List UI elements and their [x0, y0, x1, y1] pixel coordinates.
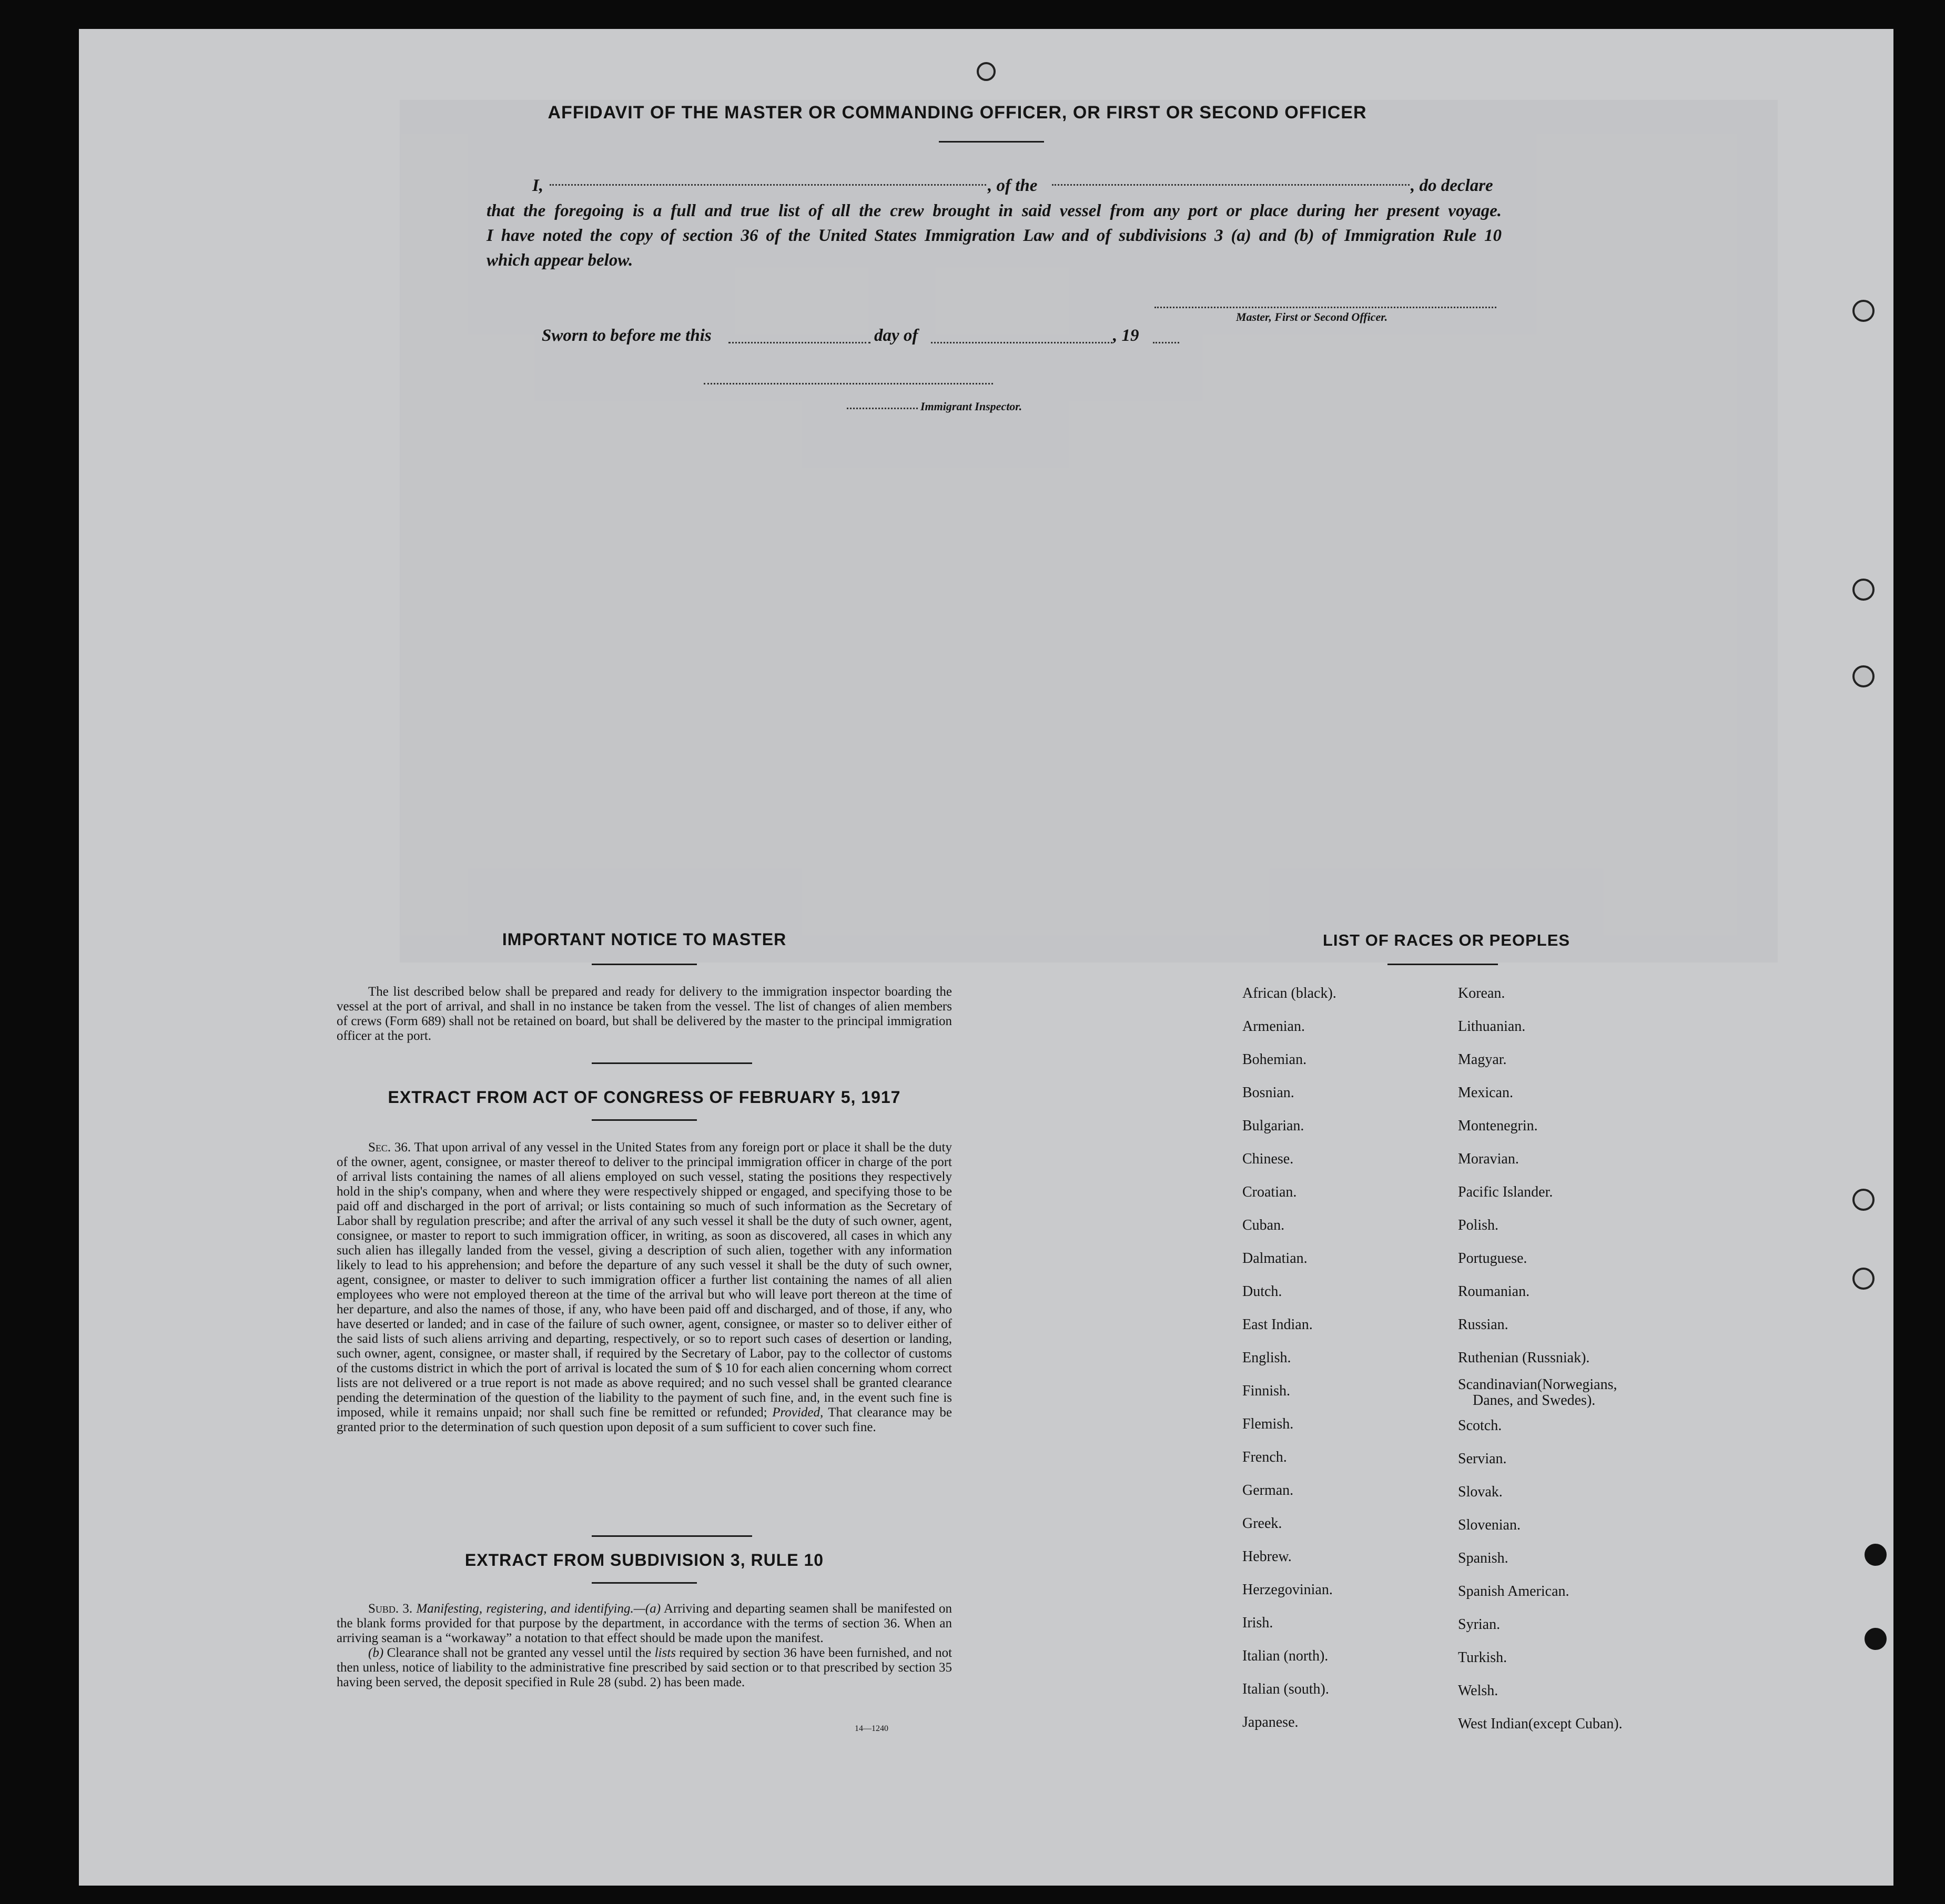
- race-item: Scandinavian(Norwegians,: [1458, 1376, 1617, 1393]
- signature-caption: Master, First or Second Officer.: [1236, 310, 1388, 323]
- race-item-continued: Danes, and Swedes).: [1473, 1392, 1596, 1409]
- race-item: Bohemian.: [1242, 1051, 1307, 1068]
- race-item: Italian (north).: [1242, 1648, 1329, 1664]
- race-item: Dalmatian.: [1242, 1250, 1308, 1267]
- race-item: Moravian.: [1458, 1151, 1519, 1167]
- act-separator: [592, 1535, 752, 1537]
- race-item: Spanish.: [1458, 1550, 1508, 1566]
- punch-hole: [1852, 1268, 1875, 1290]
- inspector-caption: Immigrant Inspector.: [920, 400, 1022, 413]
- race-item: Cuban.: [1242, 1217, 1285, 1233]
- declaration-i: I,: [532, 176, 544, 195]
- subdivision-text-a: Arriving and departing seamen shall be manifested on the blank forms provided for that purpose by the department, in accordance with the terms of section 36. When an arriving seaman is a “workaway” a notation to that effect should be made upon the manifest.: [337, 1602, 952, 1645]
- race-item: Montenegrin.: [1458, 1118, 1538, 1134]
- sworn-day-of: day of: [874, 326, 918, 345]
- race-item: Syrian.: [1458, 1616, 1501, 1633]
- race-item: Scotch.: [1458, 1417, 1502, 1434]
- race-item: Croatian.: [1242, 1184, 1297, 1200]
- punch-hole: [1865, 1628, 1887, 1650]
- act-extract-underline: [592, 1119, 697, 1121]
- race-item: Pacific Islander.: [1458, 1184, 1553, 1200]
- act-extract-text: [337, 1140, 952, 1435]
- race-item: Bulgarian.: [1242, 1118, 1304, 1134]
- race-item: Russian.: [1458, 1316, 1508, 1333]
- notice-title: IMPORTANT NOTICE TO MASTER: [502, 930, 787, 949]
- race-item: Lithuanian.: [1458, 1018, 1526, 1035]
- race-item: Slovak.: [1458, 1484, 1503, 1500]
- declaration-line-4: which appear below.: [487, 251, 633, 270]
- rule-extract-title: EXTRACT FROM SUBDIVISION 3, RULE 10: [464, 1551, 824, 1569]
- rule-extract-underline: [592, 1582, 697, 1584]
- race-item: Finnish.: [1242, 1383, 1291, 1399]
- race-item: Servian.: [1458, 1451, 1507, 1467]
- race-item: Dutch.: [1242, 1283, 1282, 1300]
- race-item: Magyar.: [1458, 1051, 1507, 1068]
- race-item: Hebrew.: [1242, 1548, 1292, 1565]
- race-item: English.: [1242, 1350, 1291, 1366]
- sworn-month-blank: [931, 342, 1112, 343]
- signature-line: [1154, 307, 1496, 308]
- punch-hole: [1852, 300, 1875, 322]
- sworn-year-prefix: , 19: [1113, 326, 1139, 345]
- vessel-blank: [1052, 184, 1410, 186]
- race-item: Turkish.: [1458, 1649, 1507, 1666]
- punch-hole: [1852, 665, 1875, 687]
- race-item: Slovenian.: [1458, 1517, 1521, 1533]
- subdivision-label: Subd. 3.: [368, 1602, 413, 1616]
- section-label: Sec. 36.: [368, 1140, 411, 1154]
- race-item: Herzegovinian.: [1242, 1582, 1333, 1598]
- form-number: 14—1240: [855, 1724, 888, 1733]
- lists-word: lists: [654, 1646, 676, 1660]
- subdivision-heading: Manifesting, registering, and identifying.—(a): [416, 1602, 661, 1616]
- notice-text: [337, 985, 952, 1044]
- sworn-text: Sworn to before me this: [542, 326, 712, 345]
- name-blank: [550, 184, 986, 186]
- notice-separator: [592, 1062, 752, 1064]
- punch-hole: [1852, 579, 1875, 601]
- punch-hole: [1852, 1189, 1875, 1211]
- race-item: Flemish.: [1242, 1416, 1294, 1432]
- inspector-leader-dots: [847, 408, 918, 409]
- provided-word: Provided,: [772, 1405, 824, 1420]
- punch-hole-top: [977, 62, 996, 81]
- race-item: Polish.: [1458, 1217, 1499, 1233]
- sworn-year-blank: [1153, 342, 1179, 343]
- declaration-of-the: , of the: [988, 176, 1038, 195]
- inspector-signature-line: [704, 383, 993, 384]
- subdivision-text-b2: required by section 36 have been furnished, and not then unless, notice of liability to the administrative fine prescribed by said section or to that prescribed by section 35 having been served, the deposit specified in Rule 28 (subd. 2) has been made.: [337, 1646, 953, 1689]
- race-item: Welsh.: [1458, 1683, 1498, 1699]
- section-text-end: That clearance may be granted prior to the determination of such question upon deposit of a sum sufficient to cover such fine.: [337, 1405, 953, 1434]
- race-item: Ruthenian (Russniak).: [1458, 1350, 1590, 1366]
- race-item: Armenian.: [1242, 1018, 1305, 1035]
- declaration-line-2: that the foregoing is a full and true list of all the crew brought in said vessel from any port or place during her present voyage.: [487, 201, 1502, 220]
- race-item: African (black).: [1242, 985, 1336, 1001]
- notice-paragraph: The list described below shall be prepared and ready for delivery to the immigration inspector boarding the vessel at the port of arrival, and shall in no instance be taken from the vessel. The list of changes of alien members of crews (Form 689) shall not be retained on board, but shall be delivered by the master to the principal immigration officer at the port.: [337, 985, 952, 1043]
- races-title: LIST OF RACES OR PEOPLES: [1322, 931, 1571, 949]
- race-item: Irish.: [1242, 1615, 1273, 1631]
- race-item: Portuguese.: [1458, 1250, 1527, 1267]
- declaration-line-3: I have noted the copy of section 36 of the United States Immigration Law and of subdivisions 3 (a) and (b) of Immigration Rule 10: [487, 226, 1502, 245]
- race-item: Spanish American.: [1458, 1583, 1569, 1599]
- affidavit-title: AFFIDAVIT OF THE MASTER OR COMMANDING OFFICER, OR FIRST OR SECOND OFFICER: [548, 103, 1367, 123]
- race-item: Greek.: [1242, 1515, 1282, 1532]
- race-item: Korean.: [1458, 985, 1505, 1001]
- clause-b-label: (b): [368, 1646, 384, 1660]
- punch-hole: [1865, 1544, 1887, 1566]
- race-item: Japanese.: [1242, 1714, 1299, 1730]
- race-item: Mexican.: [1458, 1085, 1513, 1101]
- race-item: Bosnian.: [1242, 1085, 1294, 1101]
- subdivision-text-b1: Clearance shall not be granted any vessel until the: [387, 1646, 652, 1660]
- race-item: Italian (south).: [1242, 1681, 1329, 1697]
- race-item: East Indian.: [1242, 1316, 1313, 1333]
- race-item: German.: [1242, 1482, 1294, 1498]
- race-item: West Indian(except Cuban).: [1458, 1716, 1623, 1732]
- section-text: That upon arrival of any vessel in the United States from any foreign port or place it shall be the duty of the owner, agent, consignee, or master thereof to deliver to the principal immigration officer in charge of the port of arrival lists containing the names of all aliens employed on such vessel, stating the positions they respectively hold in the ship's company, when and where they were respectively shipped or engaged, and specifying those to be paid off and discharged in the port of arrival; or lists containing so much of such information as the Secretary of Labor shall by regulation prescribe; and after the arrival of any such vessel it shall be the duty of such owner, agent, consignee, or master to report to such immigration officer, in writing, as soon as discovered, all cases in which any such alien has illegally landed from the vessel, giving a description of such alien, together with any information likely to lead to his apprehension; and before the departure of any such vessel it shall be the duty of such owner, agent, consignee, or master to deliver to such immigration officer a further list containing the names of all alien employees who were not employed thereon at the time of the arrival but who will leave port thereon at the time of her departure, and also the names of those, if any, who have been paid off and discharged, and of those, if any, who have deserted or landed; and in case of the failure of such owner, agent, consignee, or master so to deliver either of the said lists of such aliens arriving and departing, respectively, or so to report such cases of desertion or landing, such owner, agent, consignee, or master shall, if required by the Secretary of Labor, pay to the collector of customs of the customs district in which the port of arrival is located the sum of $ 10 for each alien concerning whom correct lists are not delivered or a true report is not made as above required; and no such vessel shall be granted clearance pending the determination of the question of the liability to the payment of such fine, and, in the event such fine is imposed, while it remains unpaid; nor shall such fine be remitted or refunded;: [337, 1140, 952, 1420]
- race-item: French.: [1242, 1449, 1287, 1465]
- declaration-do-declare: , do declare: [1411, 176, 1493, 195]
- notice-underline: [592, 964, 697, 965]
- races-underline: [1387, 964, 1498, 965]
- sworn-day-blank: [728, 342, 870, 343]
- rule-extract-text: [337, 1602, 952, 1690]
- race-item: Chinese.: [1242, 1151, 1294, 1167]
- race-item: Roumanian.: [1458, 1283, 1530, 1300]
- title-underline: [939, 141, 1044, 143]
- act-extract-title: EXTRACT FROM ACT OF CONGRESS OF FEBRUARY 5, 1917: [388, 1088, 901, 1107]
